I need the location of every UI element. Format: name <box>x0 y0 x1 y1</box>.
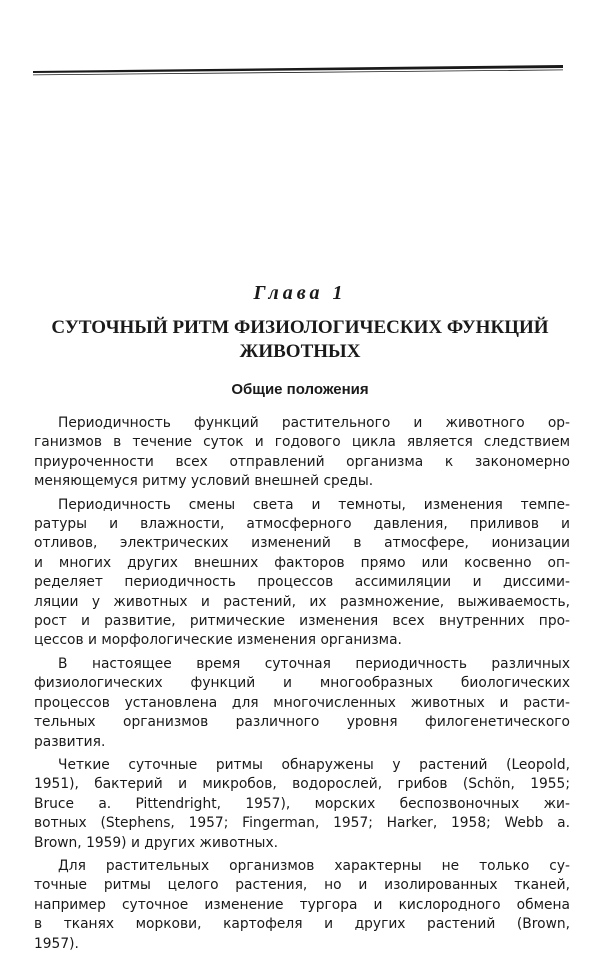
text-line: Bruce a. Pittendright, 1957), морских беспозвоночных жи- <box>34 795 570 812</box>
text-line: развития. <box>34 733 106 750</box>
text-line: ратуры и влажности, атмосферного давления, приливов и <box>34 516 570 533</box>
text-line: приуроченности всех отправлений организма к закономерно <box>34 453 570 470</box>
text-line: меняющемуся ритму условий внешней среды. <box>34 473 374 490</box>
chapter-title-line: ЖИВОТНЫХ <box>239 341 361 362</box>
section-title: Общие положения <box>231 381 369 398</box>
text-line: тельных организмов различного уровня филогенетического <box>34 714 570 731</box>
text-line: цессов и морфологические изменения организма. <box>34 632 402 649</box>
text-line: Четкие суточные ритмы обнаружены у растений (Leopold, <box>58 756 570 773</box>
text-line: в тканях моркови, картофеля и других растений (Brown, <box>34 916 570 933</box>
paragraph <box>34 756 570 853</box>
text-line: 1951), бактерий и микробов, водорослей, грибов (Schön, 1955; <box>34 776 570 793</box>
text-line: В настоящее время суточная периодичность различных <box>58 655 570 672</box>
text-line: Периодичность функций растительного и животного ор- <box>58 415 570 431</box>
paragraph <box>34 857 570 954</box>
text-line: процессов установлена для многочисленных животных и расти- <box>34 694 570 711</box>
text-line: ределяет периодичность процессов ассимиляции и диссими- <box>34 574 570 591</box>
text-line: физиологических функций и многообразных биологических <box>34 675 570 692</box>
chapter-title-line: СУТОЧНЫЙ РИТМ ФИЗИОЛОГИЧЕСКИХ ФУНКЦИЙ <box>51 317 549 338</box>
text-line: Периодичность смены света и темноты, изменения темпе- <box>58 496 570 513</box>
text-line: рост и развитие, ритмические изменения всех внутренних про- <box>34 613 570 630</box>
text-line: ганизмов в течение суток и годового цикла является следствием <box>34 434 570 451</box>
paragraph <box>34 496 570 651</box>
body-text <box>34 414 570 958</box>
text-line: отливов, электрических изменений в атмосфере, ионизации <box>34 535 570 552</box>
text-line: например суточное изменение тургора и кислородного обмена <box>34 896 570 913</box>
text-line: Brown, 1959) и других животных. <box>34 834 279 851</box>
paragraph <box>34 414 570 492</box>
top-divider-rule <box>33 62 563 76</box>
text-line: вотных (Stephens, 1957; Fingerman, 1957; Harker, 1958; Webb a. <box>34 815 570 832</box>
chapter-label: Глава 1 <box>253 282 347 304</box>
text-line: ляции у животных и растений, их размножение, выживаемость, <box>34 593 570 610</box>
text-line: точные ритмы целого растения, но и изолированных тканей, <box>34 877 570 894</box>
text-line: 1957). <box>34 935 79 952</box>
text-line: Для растительных организмов характерны не только су- <box>58 857 570 874</box>
chapter-title <box>40 316 560 364</box>
text-line: и многих других внешних факторов прямо или косвенно оп- <box>34 554 570 571</box>
paragraph <box>34 655 570 752</box>
